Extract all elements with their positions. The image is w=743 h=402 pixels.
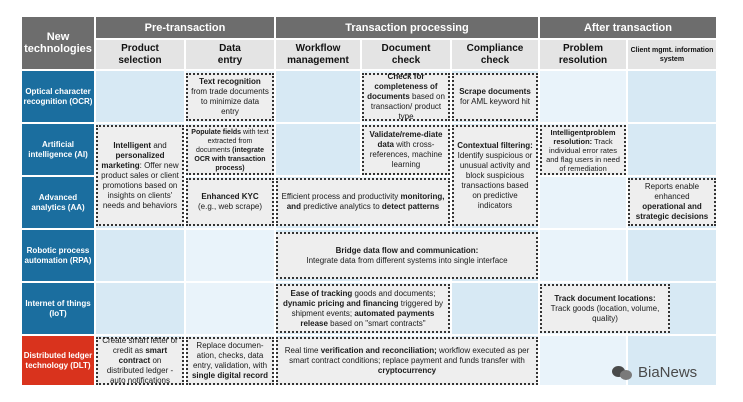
grid-cell (452, 283, 538, 334)
grid-cell (540, 71, 626, 122)
grid-cell (186, 230, 274, 281)
row-dlt: Distributed ledger technology (DLT) (22, 336, 94, 385)
group-after-transaction: After transaction (540, 17, 716, 38)
box-aa-workflow: Efficient process and productivity monitoring, and predictive analytics to detect patterns (276, 178, 450, 226)
box-rpa-workflow: Bridge data flow and communication: Integrate data from different systems into single interface (276, 232, 538, 279)
box-iot-problem: Track document locations: Track goods (location, volume, quality) (540, 284, 670, 333)
box-ai-data-entry: Populate fields with text extracted from documents (integrate OCR with transaction process) (186, 125, 274, 175)
row-ocr: Optical character recognition (OCR) (22, 71, 94, 122)
row-aa: Advanced analytics (AA) (22, 177, 94, 228)
grid-cell (186, 283, 274, 334)
box-ai-product: Intelligent and personalized marketing: Offer new product sales or client promotions based on insights on clients' needs and behaviors (96, 125, 184, 226)
grid-cell (628, 124, 716, 175)
box-dlt-workflow: Real time verification and reconciliation; workflow executed as per smart contract conditions; replace payment and funds transfer with cryptocurrency (276, 337, 538, 385)
watermark: BiaNews (612, 360, 737, 384)
group-transaction-processing: Transaction processing (276, 17, 538, 38)
box-dlt-data-entry: Replace documen-ation, checks, data entry, validation, with single digital record (186, 337, 274, 385)
col-problem-resolution: Problem resolution (540, 40, 626, 69)
col-workflow-management: Workflow management (276, 40, 360, 69)
grid-cell (96, 283, 184, 334)
group-pre-transaction: Pre-transaction (96, 17, 274, 38)
box-iot-workflow: Ease of tracking goods and documents; dynamic pricing and financing triggered by shipment events; automated payments release based on "smart contracts" (276, 284, 450, 333)
wechat-icon (612, 364, 634, 380)
col-client-mgmt: Client mgmt. information system (628, 40, 716, 69)
box-ai-problem: Intelligentproblem resolution: Track individual error rates and flag users in need of remediation (540, 125, 626, 175)
box-dlt-product: Create smart letter or credit as smart contract on distributed ledger - auto notifications (96, 337, 184, 385)
col-compliance-check: Compliance check (452, 40, 538, 69)
col-product-selection: Product selection (96, 40, 184, 69)
grid-cell (276, 124, 360, 175)
grid-cell (96, 230, 184, 281)
row-iot: Internet of things (IoT) (22, 283, 94, 334)
col-document-check: Document check (362, 40, 450, 69)
col-data-entry: Data entry (186, 40, 274, 69)
grid-cell (540, 230, 626, 281)
grid-cell (540, 177, 626, 228)
grid-cell (628, 230, 716, 281)
box-ocr-document-check: Check for completeness of documents based on transaction/ product type (362, 73, 450, 121)
box-ai-compliance: Contextual filtering: Identify suspicious or unusual activity and block suspicious transactions based on predictive indicators (452, 125, 538, 226)
row-rpa: Robotic process automation (RPA) (22, 230, 94, 281)
corner-header: New technologies (22, 17, 94, 69)
row-ai: Artificial intelligence (AI) (22, 124, 94, 175)
box-aa-data-entry: Enhanced KYC (e.g., web scrape) (186, 178, 274, 226)
grid-cell (96, 71, 184, 122)
box-aa-client: Reports enable enhanced operational and strategic decisions (628, 178, 716, 226)
grid-cell (628, 71, 716, 122)
box-ocr-compliance: Scrape documents for AML keyword hit (452, 73, 538, 121)
box-ocr-data-entry: Text recognition from trade documents to minimize data entry (186, 73, 274, 121)
grid-cell (276, 71, 360, 122)
box-ai-document-check: Validate/reme-diate data with cross-references, machine learning (362, 125, 450, 175)
